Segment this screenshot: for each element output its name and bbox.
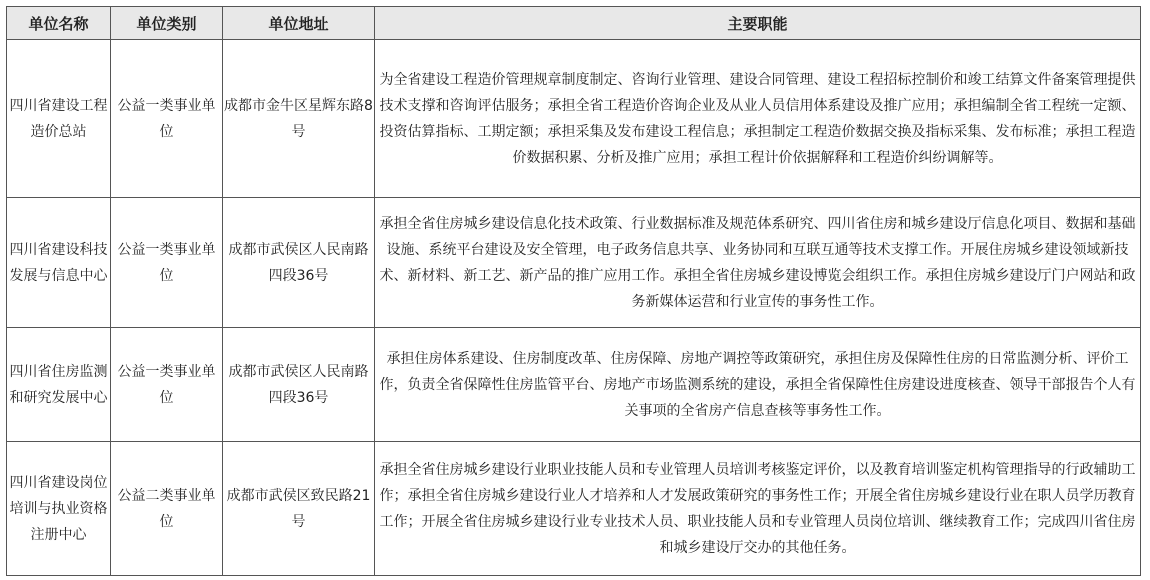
table-row	[7, 198, 1141, 328]
unit-duties-cell: 为全省建设工程造价管理规章制度制定、咨询行业管理、建设合同管理、建设工程招标控制价和竣工结算文件备案管理提供技术支撑和咨询评估服务；承担全省工程造价咨询企业及从业人员信用体系建设及推广应用；承担编制全省工程统一定额、投资估算指标、工期定额；承担采集及发布建设工程信息；承担制定工程造价数据交换及指标采集、发布标准；承担工程造价数据积累、分析及推广应用；承担工程计价依据解释和工程造价纠纷调解等。	[375, 40, 1141, 198]
unit-type-cell: 公益一类事业单位	[111, 198, 223, 328]
unit-type-cell: 公益一类事业单位	[111, 328, 223, 442]
unit-address-cell: 成都市武侯区人民南路四段36号	[223, 198, 375, 328]
unit-type-cell: 公益一类事业单位	[111, 40, 223, 198]
units-table	[6, 6, 1141, 576]
unit-duties-cell: 承担住房体系建设、住房制度改革、住房保障、房地产调控等政策研究，承担住房及保障性住房的日常监测分析、评价工作，负责全省保障性住房监管平台、房地产市场监测系统的建设，承担全省保障性住房建设进度核查、领导干部报告个人有关事项的全省房产信息查核等事务性工作。	[375, 328, 1141, 442]
unit-address-cell: 成都市武侯区人民南路四段36号	[223, 328, 375, 442]
unit-address-cell: 成都市武侯区致民路21号	[223, 442, 375, 576]
table-row	[7, 442, 1141, 576]
header-main-duties: 主要职能	[375, 7, 1141, 40]
unit-name-cell: 四川省住房监测和研究发展中心	[7, 328, 111, 442]
unit-type-cell: 公益二类事业单位	[111, 442, 223, 576]
table-row	[7, 328, 1141, 442]
header-unit-type: 单位类别	[111, 7, 223, 40]
unit-name-cell: 四川省建设岗位培训与执业资格注册中心	[7, 442, 111, 576]
header-unit-name: 单位名称	[7, 7, 111, 40]
unit-duties-cell: 承担全省住房城乡建设信息化技术政策、行业数据标准及规范体系研究、四川省住房和城乡建设厅信息化项目、数据和基础设施、系统平台建设及安全管理，电子政务信息共享、业务协同和互联互通等技术支撑工作。开展住房城乡建设领域新技术、新材料、新工艺、新产品的推广应用工作。承担全省住房城乡建设博览会组织工作。承担住房城乡建设厅门户网站和政务新媒体运营和行业宣传的事务性工作。	[375, 198, 1141, 328]
header-row	[7, 7, 1141, 40]
unit-address-cell: 成都市金牛区星辉东路8号	[223, 40, 375, 198]
header-unit-address: 单位地址	[223, 7, 375, 40]
unit-name-cell: 四川省建设工程造价总站	[7, 40, 111, 198]
unit-name-cell: 四川省建设科技发展与信息中心	[7, 198, 111, 328]
table-row	[7, 40, 1141, 198]
unit-duties-cell: 承担全省住房城乡建设行业职业技能人员和专业管理人员培训考核鉴定评价，以及教育培训鉴定机构管理指导的行政辅助工作；承担全省住房城乡建设行业人才培养和人才发展政策研究的事务性工作；开展全省住房城乡建设行业在职人员学历教育工作；开展全省住房城乡建设行业专业技术人员、职业技能人员和专业管理人员岗位培训、继续教育工作；完成四川省住房和城乡建设厅交办的其他任务。	[375, 442, 1141, 576]
